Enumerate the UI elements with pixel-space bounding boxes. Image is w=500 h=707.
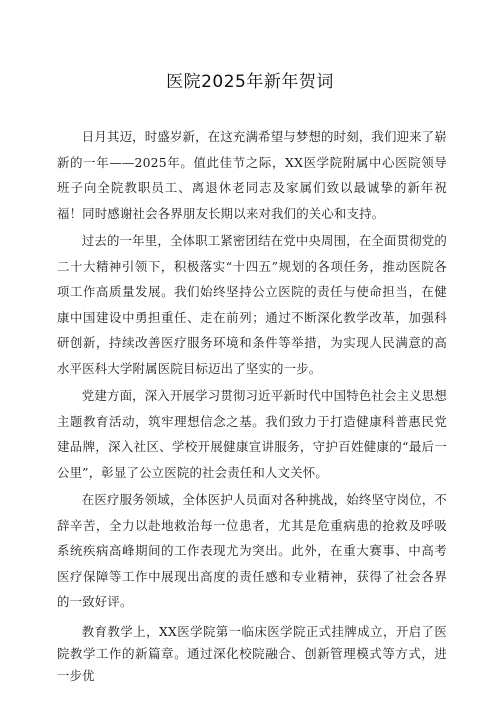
paragraph-opening: 日月其迈，时盛岁新，在这充满希望与梦想的时刻，我们迎来了崭新的一年——2025年。值此佳节之际，XX医学院附属中心医院领导班子向全院教职员工、离退休老同志及家属们致以最诚挚的新年祝福！同时感谢社会各界朋友长期以来对我们的关心和支持。 [57,129,447,221]
paragraph-past-year: 过去的一年里，全体职工紧密团结在党中央周围，在全面贯彻党的二十大精神引领下，积极落实“十四五”规划的各项任务，推动医院各项工作高质量发展。我们始终坚持公立医院的责任与使命担当，在健康中国建设中勇担重任、走在前列；通过不断深化教学改革，加强科研创新，持续改善医疗服务环境和条件等举措，为实现人民满意的高水平医科大学附属医院目标迈出了坚实的一步。 [57,233,447,376]
document-title: 医院2025年新年贺词 [166,72,334,92]
paragraph-party-building: 党建方面，深入开展学习贯彻习近平新时代中国特色社会主义思想主题教育活动，筑牢理想信念之基。我们致力于打造健康科普惠民党建品牌，深入社区、学校开展健康宣讲服务，守护百姓健康的“最后一公里”，彰显了公立医院的社会责任和人文关怀。 [57,388,447,480]
document-body [57,124,447,689]
paragraph-medical-service: 在医疗服务领域，全体医护人员面对各种挑战，始终坚守岗位，不辞辛苦，全力以赴地救治每一位患者，尤其是危重病患的抢救及呼吸系统疾病高峰期间的工作表现尤为突出。此外，在重大赛事、中高考医疗保障等工作中展现出高度的责任感和专业精神，获得了社会各界的一致好评。 [57,492,447,609]
paragraph-education: 教育教学上，XX医学院第一临床医学院正式挂牌成立，开启了医院教学工作的新篇章。通过深化校院融合、创新管理模式等方式，进一步优 [57,623,447,683]
